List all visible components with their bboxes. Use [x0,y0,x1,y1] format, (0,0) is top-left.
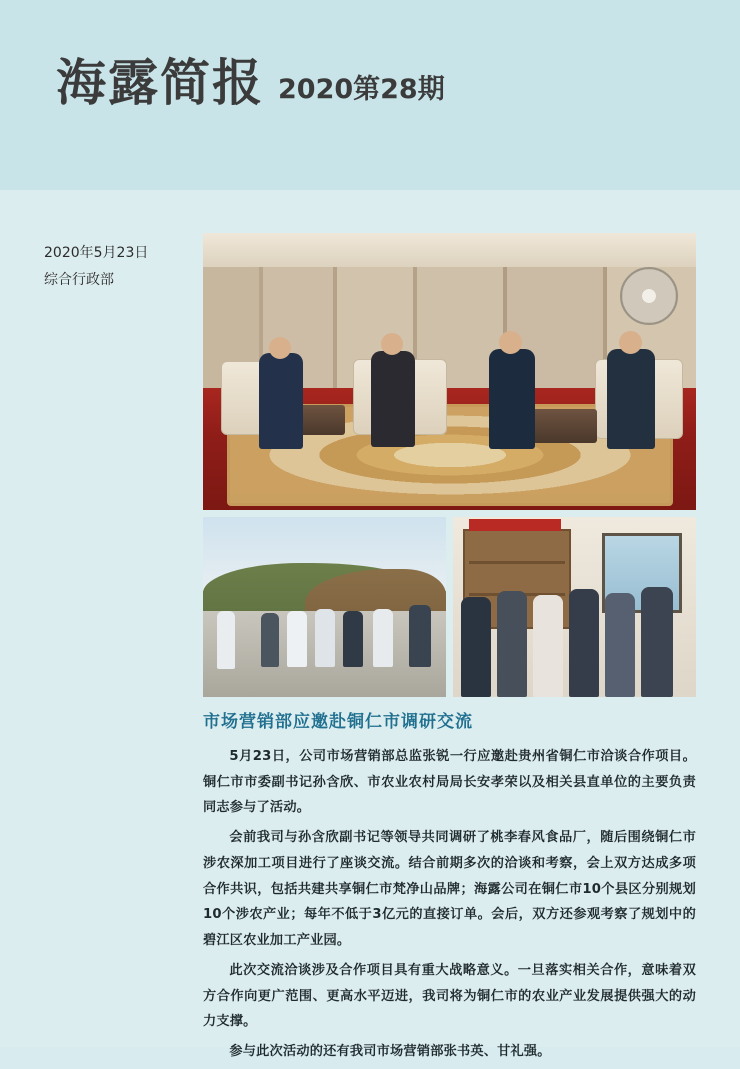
photo-person-2 [371,351,415,447]
office-visit-photo [453,517,696,697]
fan-icon [620,267,678,325]
photo-red-banner [469,519,561,531]
photo-person-1 [259,353,303,449]
header-band [0,0,740,190]
photo-visitor-2 [261,613,279,667]
photo-attendee-3 [533,595,563,697]
photo-person-3 [489,349,535,449]
article [203,707,696,1069]
photo-attendee-5 [605,593,635,697]
photo-person-3-head [499,331,522,354]
photo-person-4-head [619,331,642,354]
photo-attendee-4 [569,589,599,697]
photo-visitor-6 [373,609,393,667]
meeting-room-photo [203,233,696,510]
article-paragraph-2: 会前我司与孙含欣副书记等领导共同调研了桃李春风食品厂，随后围绕铜仁市涉农深加工项目进行了座谈交流。结合前期多次的洽谈和考察，会上双方达成多项合作共识，包括共建共享铜仁市梵净山品牌；海露公司在铜仁市10个县区分别规划10个涉农产业；每年不低于3亿元的直接订单。会后，双方还参观考察了规划中的碧江区农业加工产业园。 [203,830,696,949]
department-name: 综合行政部 [44,271,114,288]
article-paragraph-3: 此次交流洽谈涉及合作项目具有重大战略意义。一旦落实相关合作，意味着双方合作向更广范围、更高水平迈进，我司将为铜仁市的农业产业发展提供强大的动力支撑。 [203,962,696,1030]
page-title: 海露简报 [56,54,264,112]
photo-visitor-1 [217,611,235,669]
photo-attendee-6 [641,587,673,697]
photo-visitor-7 [409,605,431,667]
roadside-field-visit-photo [203,517,446,697]
photo-row [203,517,696,697]
photo-visitor-5 [343,611,363,667]
meta-column [44,240,194,293]
photo-attendee-1 [461,597,491,697]
photo-visitor-3 [287,611,307,667]
article-paragraph-4: 参与此次活动的还有我司市场营销部张书英、甘礼强。 [229,1044,551,1060]
photo-attendee-2 [497,591,527,697]
photo-side-table [299,405,345,435]
masthead [56,54,445,112]
photo-visitor-4 [315,609,335,667]
photo-person-2-head [381,333,403,355]
photo-person-1-head [269,337,291,359]
article-title: 市场营销部应邀赴铜仁市调研交流 [203,712,473,732]
issue-number: 2020第28期 [278,74,445,105]
photo-person-4 [607,349,655,449]
publish-date: 2020年5月23日 [44,245,149,261]
photo-gallery [203,233,696,697]
photo-ceiling [203,233,696,267]
article-paragraph-1: 5月23日，公司市场营销部总监张锐一行应邀赴贵州省铜仁市洽谈合作项目。铜仁市市委副书记孙含欣、市农业农村局局长安孝荣以及相关县直单位的主要负责同志参与了活动。 [203,749,696,816]
